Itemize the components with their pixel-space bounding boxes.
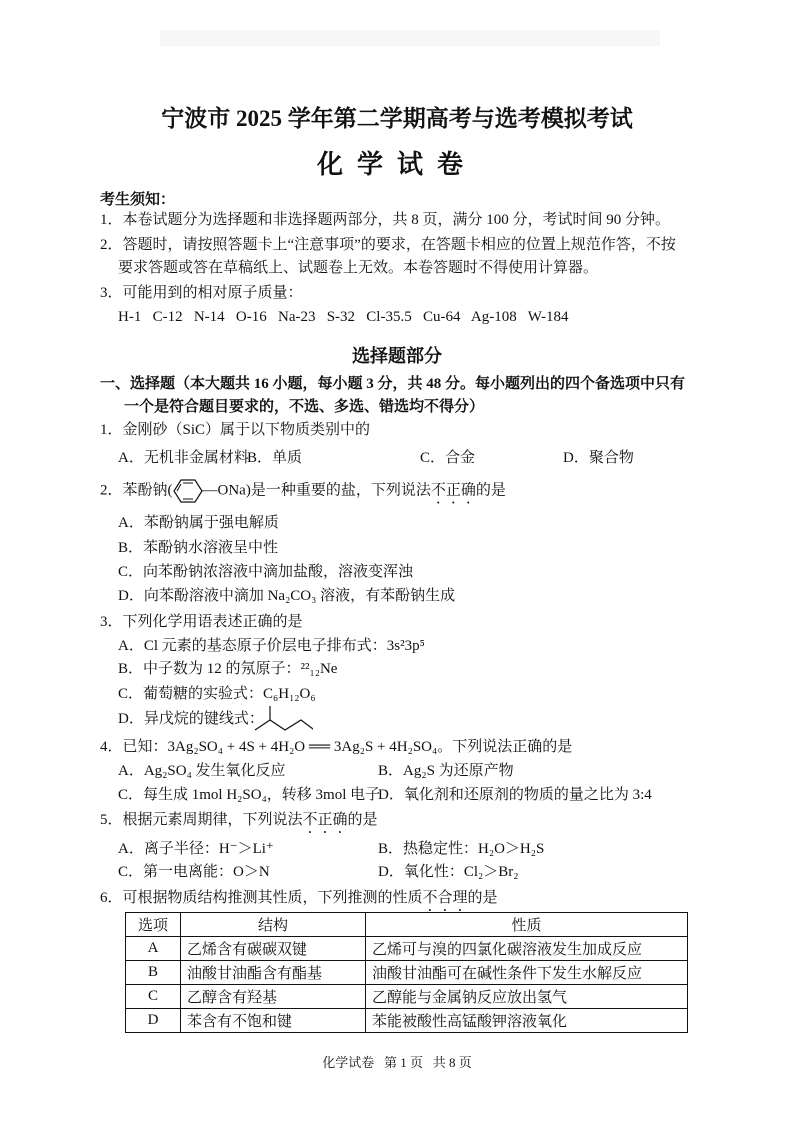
- q-stem-pre: 可根据物质结构推测其性质，下列推测的性质: [122, 890, 423, 906]
- item-text: 答题时，请按照答题卡上“注意事项”的要求，在答题卡相应的位置上规范作答，不按: [122, 237, 676, 253]
- section-title: 选择题部分: [352, 346, 442, 366]
- q-number: 5．: [100, 812, 123, 828]
- section-heading: 一、选择题（本大题共 16 小题，每小题 3 分，共 48 分。每小题列出的四个备选项中只有: [100, 376, 686, 392]
- atomic-masses: H-1 C-12 N-14 O-16 Na-23 S-32 Cl-35.5 Cu-64 Ag-108 W-184: [118, 309, 569, 325]
- notice-item-2: [100, 235, 676, 255]
- cell: A: [126, 937, 181, 961]
- cell: 苯含有不饱和键: [181, 1009, 366, 1033]
- emphasis-text: 不正确: [430, 482, 476, 499]
- question-5: [100, 810, 378, 837]
- emphasis-text: 不合理: [422, 890, 468, 906]
- header-cell: 结构: [181, 913, 366, 937]
- question-2: 2．苯酚钠( —ONa)是一种重要的盐，下列说法不正确的是: [100, 478, 506, 507]
- option-3a: A．Cl 元素的基态原子价层电子排布式：3s²3p⁵: [118, 638, 425, 654]
- item-number: 3．: [100, 285, 123, 301]
- option-2a: A．苯酚钠属于强电解质: [118, 515, 279, 531]
- cell: 油酸甘油酯含有酯基: [181, 961, 366, 985]
- item-number: 2．: [100, 237, 123, 253]
- option-3c: C．葡萄糖的实验式：C₆H₁₂O₆: [118, 686, 316, 702]
- table-row: [126, 1009, 688, 1033]
- option-4c: C．每生成 1mol H₂SO₄，转移 3mol 电子: [118, 787, 381, 803]
- notice-item-3: [100, 283, 303, 303]
- q-group: ONa: [217, 482, 246, 499]
- isopentane-structure-icon: [253, 705, 313, 735]
- emphasis-text: 不正确: [302, 812, 348, 828]
- option-3d: D．异戊烷的键线式：: [118, 711, 264, 727]
- option-2b: B．苯酚钠水溶液呈中性: [118, 540, 279, 556]
- q-number: 6．: [100, 890, 123, 906]
- question-6: [100, 888, 498, 915]
- cell: B: [126, 961, 181, 985]
- q-number: 4．: [100, 739, 123, 755]
- section-heading-cont: 一个是符合题目要求的，不选、多选、错选均不得分）: [124, 399, 485, 415]
- option-5b: B．热稳定性：H₂O＞H₂S: [378, 841, 545, 857]
- notice-item-2-cont: 要求答题或答在草稿纸上、试题卷上无效。本卷答题时不得使用计算器。: [118, 260, 599, 276]
- option-1d: D．聚合物: [563, 450, 634, 466]
- table-row: [126, 937, 688, 961]
- q-stem-post: 的是: [467, 890, 498, 906]
- option-1c: C．合金: [420, 450, 476, 466]
- q-stem-post: 的是: [347, 812, 378, 828]
- item-text: 本卷试题分为选择题和非选择题两部分，共 8 页，满分 100 分，考试时间 90 分钟。: [122, 212, 671, 228]
- option-4a: A．Ag₂SO₄ 发生氧化反应: [118, 763, 286, 779]
- cell: 乙醇能与金属钠反应放出氢气: [366, 985, 688, 1009]
- option-4d: D．氧化剂和还原剂的物质的量之比为 3:4: [378, 787, 652, 803]
- item-number: 1．: [100, 212, 123, 228]
- option-1b: B．单质: [247, 450, 303, 466]
- structure-property-table: [125, 912, 688, 1033]
- option-2d: D．向苯酚溶液中滴加 Na₂CO₃ 溶液，有苯酚钠生成: [118, 588, 456, 604]
- exam-title: 宁波市 2025 学年第二学期高考与选考模拟考试: [161, 106, 633, 131]
- q-number: 3．: [100, 614, 123, 630]
- q-number: 2．: [100, 482, 123, 499]
- cell: 乙烯可与溴的四氯化碳溶液发生加成反应: [366, 937, 688, 961]
- subject-title: 化学试卷: [316, 150, 477, 179]
- question-3: [100, 612, 303, 632]
- question-1: [100, 420, 370, 440]
- q-stem-post: 的是: [475, 482, 506, 499]
- q-stem: 已知：3Ag₂SO₄ + 4S + 4H₂O ══ 3Ag₂S + 4H₂SO₄。下列说法正确的是: [122, 739, 573, 755]
- cell: 乙烯含有碳碳双键: [181, 937, 366, 961]
- table-row: [126, 985, 688, 1009]
- q-stem: 金刚砂（SiC）属于以下物质类别中的: [122, 422, 371, 438]
- cell: 乙醇含有羟基: [181, 985, 366, 1009]
- option-4b: B．Ag₂S 为还原产物: [378, 763, 514, 779]
- table-header: [126, 913, 688, 937]
- cell: C: [126, 985, 181, 1009]
- page-footer: 化学试卷 第 1 页 共 8 页: [322, 1055, 472, 1070]
- table-row: [126, 961, 688, 985]
- q-stem: 下列化学用语表述正确的是: [122, 614, 303, 630]
- item-text: 可能用到的相对原子质量：: [122, 285, 303, 301]
- q-stem-pre: 苯酚钠(: [122, 482, 173, 499]
- notice-heading: 考生须知：: [100, 192, 176, 208]
- cell: 油酸甘油酯可在碱性条件下发生水解反应: [366, 961, 688, 985]
- question-4: [100, 737, 572, 757]
- option-5c: C．第一电离能：O＞N: [118, 864, 270, 880]
- option-1a: A．无机非金属材料: [118, 450, 249, 466]
- benzene-ring-icon: [173, 478, 203, 504]
- option-2c: C．向苯酚钠浓溶液中滴加盐酸，溶液变浑浊: [118, 564, 414, 580]
- option-5d: D．氧化性：Cl₂＞Br₂: [378, 864, 519, 880]
- option-5a: A．离子半径：H⁻＞Li⁺: [118, 841, 274, 857]
- q-stem-mid: )是一种重要的盐，下列说法: [245, 482, 431, 499]
- header-cell: 选项: [126, 913, 181, 937]
- cell: 苯能被酸性高锰酸钾溶液氧化: [366, 1009, 688, 1033]
- notice-item-1: [100, 210, 670, 230]
- q-stem-pre: 根据元素周期律，下列说法: [122, 812, 303, 828]
- option-3b: B．中子数为 12 的氖原子：²²₁₂Ne: [118, 661, 338, 677]
- cell: D: [126, 1009, 181, 1033]
- scan-shadow: [160, 30, 660, 46]
- header-cell: 性质: [366, 913, 688, 937]
- q-number: 1．: [100, 422, 123, 438]
